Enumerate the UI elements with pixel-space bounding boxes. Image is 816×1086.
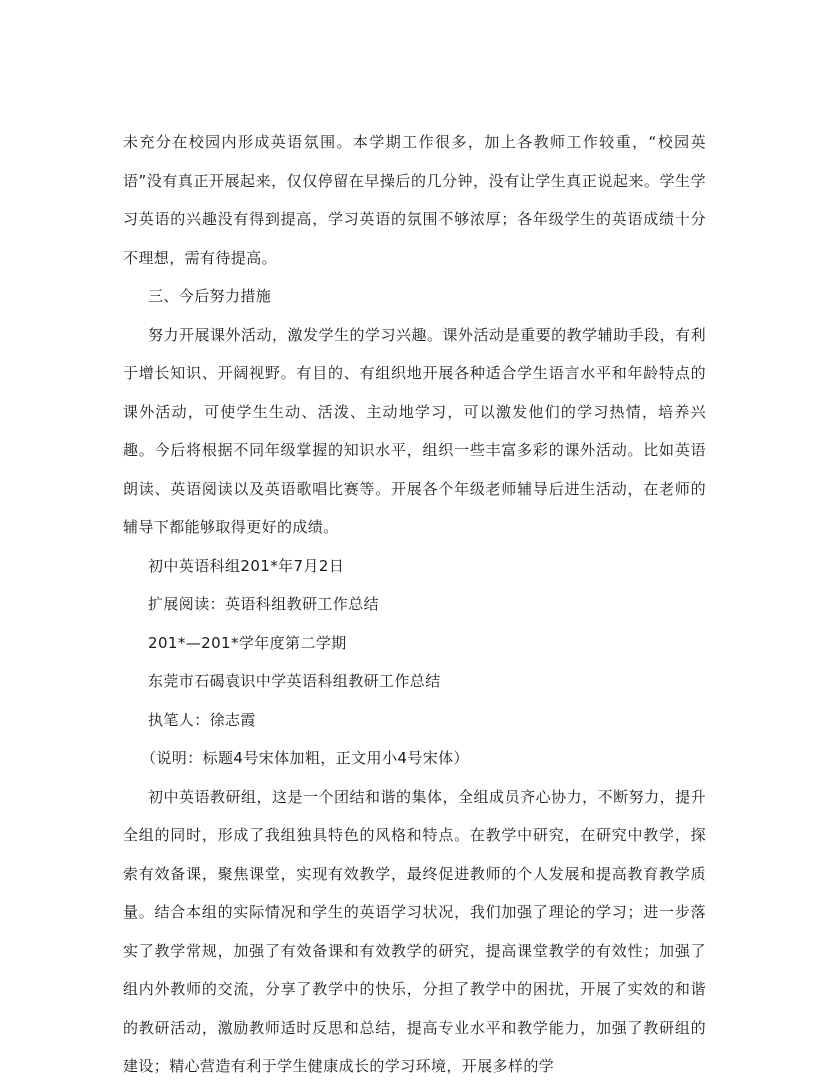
paragraph-team-summary: 初中英语教研组，这是一个团结和谐的集体，全组成员齐心协力，不断努力，提升全组的同时，形成了我组独具特色的风格和特点。在教学中研究，在研究中教学，探索有效备课，聚焦课堂，实现有效教学，最终促进教师的个人发展和提高教育教学质量。结合本组的实际情况和学生的英语学习状况，我们加强了理论的学习；进一步落实了教学常规，加强了有效备课和有效教学的研究，提高课堂教学的有效性；加强了组内外教师的交流，分享了教学中的快乐，分担了教学中的困扰，开展了实效的和谐的教研活动，激励教师适时反思和总结，提高专业水平和教学能力，加强了教研组的建设；精心营造有利于学生健康成长的学习环境，开展多样的学 — [123, 787, 706, 1075]
term-line: 201*—201*学年度第二学期 — [148, 633, 347, 652]
date-line: 初中英语科组201*年7月2日 — [148, 556, 345, 575]
extended-reading-line: 扩展阅读：英语科组教研工作总结 — [148, 595, 380, 613]
paragraph-campus-english: 未充分在校园内形成英语氛围。本学期工作很多，加上各教师工作较重，“校园英语”没有真正开展起来，仅仅停留在早操后的几分钟，没有让学生真正说起来。学生学习英语的兴趣没有得到提高，学习英语的氛围不够浓厚；各年级学生的英语成绩十分不理想，需有待提高。 — [123, 133, 706, 267]
paragraph-extracurricular: 努力开展课外活动，激发学生的学习兴趣。课外活动是重要的教学辅助手段，有利于增长知识、开阔视野。有目的、有组织地开展各种适合学生语言水平和年龄特点的课外活动，可使学生生动、活泼、主动地学习，可以激发他们的学习热情，培养兴趣。今后将根据不同年级掌握的知识水平，组织一些丰富多彩的课外活动。比如英语朗读、英语阅读以及英语歌唱比赛等。开展各个年级老师辅导后进生活动，在老师的辅导下都能够取得更好的成绩。 — [123, 325, 706, 536]
document-title: 东莞市石碣袁识中学英语科组教研工作总结 — [148, 672, 441, 690]
author-line: 执笔人：徐志霞 — [148, 710, 256, 729]
format-note-line: （说明：标题4号宋体加粗，正文用小4号宋体） — [141, 749, 469, 767]
section-heading-future-measures: 三、今后努力措施 — [148, 287, 272, 305]
